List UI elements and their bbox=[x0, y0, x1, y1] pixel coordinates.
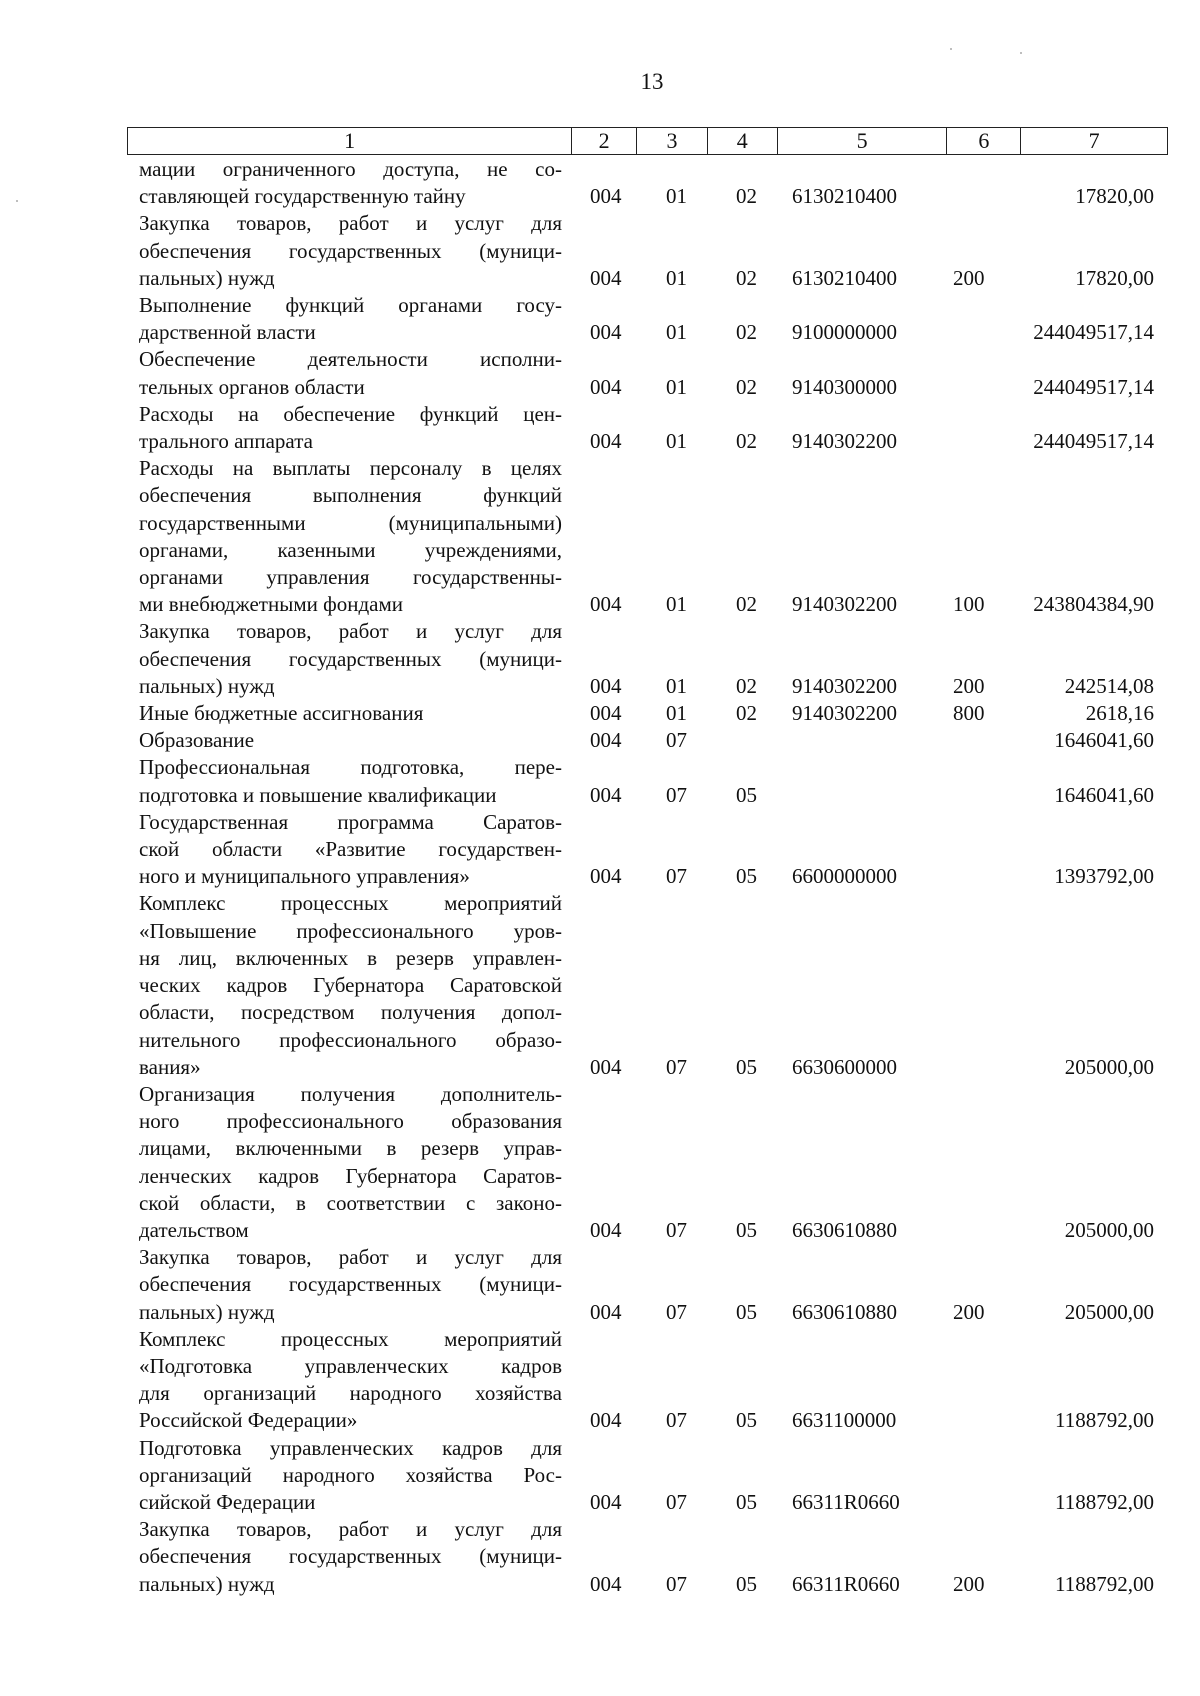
cell-c3: 01 bbox=[666, 429, 687, 454]
table-row bbox=[0, 401, 1200, 455]
cell-c5: 6130210400 bbox=[792, 184, 897, 209]
cell-c3: 01 bbox=[666, 374, 687, 399]
cell-c3: 01 bbox=[666, 673, 687, 698]
cell-c7: 1393792,00 bbox=[1054, 864, 1154, 889]
cell-c3: 01 bbox=[666, 265, 687, 290]
row-description bbox=[139, 1435, 562, 1517]
description-line: «Повышение профессионального уров- bbox=[139, 918, 562, 943]
description-line: дарственной власти bbox=[139, 320, 316, 345]
cell-c7: 205000,00 bbox=[1064, 1299, 1154, 1324]
description-line: органами, казенными учреждениями, bbox=[139, 537, 562, 562]
cell-c5: 6630610880 bbox=[792, 1217, 897, 1242]
table-row bbox=[0, 210, 1200, 292]
cell-c7: 243804384,90 bbox=[1033, 592, 1154, 617]
cell-c4: 05 bbox=[736, 1408, 757, 1433]
table-row bbox=[0, 1244, 1200, 1326]
page-number: 13 bbox=[640, 69, 664, 94]
cell-c2: 004 bbox=[590, 374, 622, 399]
description-line: Комплекс процессных мероприятий bbox=[139, 891, 562, 916]
cell-c4: 05 bbox=[736, 1571, 757, 1596]
header-col-2: 2 bbox=[572, 128, 637, 154]
description-line: тельных органов области bbox=[139, 374, 365, 399]
row-description bbox=[139, 156, 562, 210]
table-row bbox=[0, 727, 1200, 754]
scan-speck bbox=[16, 200, 18, 202]
cell-c5: 9140302200 bbox=[792, 701, 897, 726]
description-line: Подготовка управленческих кадров для bbox=[139, 1435, 562, 1460]
row-description bbox=[139, 890, 562, 1080]
row-description bbox=[139, 346, 562, 400]
description-line: дательством bbox=[139, 1217, 249, 1242]
cell-c7: 2618,16 bbox=[1085, 701, 1154, 726]
row-description bbox=[139, 1326, 562, 1435]
cell-c2: 004 bbox=[590, 429, 622, 454]
header-col-1: 1 bbox=[128, 128, 572, 154]
description-line: обеспечения государственных (муници- bbox=[139, 1272, 562, 1297]
description-line: Образование bbox=[139, 728, 255, 753]
description-line: Профессиональная подготовка, пере- bbox=[139, 755, 562, 780]
table-row bbox=[0, 292, 1200, 346]
description-line: Закупка товаров, работ и услуг для bbox=[139, 1517, 562, 1542]
cell-c3: 01 bbox=[666, 592, 687, 617]
description-line: подготовка и повышение квалификации bbox=[139, 782, 497, 807]
cell-c3: 07 bbox=[666, 1217, 687, 1242]
table-row bbox=[0, 618, 1200, 700]
cell-c2: 004 bbox=[590, 320, 622, 345]
cell-c5: 66311R0660 bbox=[792, 1571, 900, 1596]
description-line: ской области, в соответствии с законо- bbox=[139, 1190, 562, 1215]
cell-c2: 004 bbox=[590, 701, 622, 726]
description-line: «Подготовка управленческих кадров bbox=[139, 1353, 562, 1378]
table-header bbox=[127, 127, 1168, 155]
cell-c3: 07 bbox=[666, 782, 687, 807]
cell-c4: 02 bbox=[736, 184, 757, 209]
cell-c4: 02 bbox=[736, 265, 757, 290]
cell-c2: 004 bbox=[590, 673, 622, 698]
row-description bbox=[139, 618, 562, 700]
cell-c6: 200 bbox=[953, 265, 985, 290]
description-line: Иные бюджетные ассигнования bbox=[139, 701, 424, 726]
scan-speck bbox=[950, 48, 952, 50]
cell-c6: 800 bbox=[953, 701, 985, 726]
header-col-3: 3 bbox=[637, 128, 708, 154]
row-description bbox=[139, 292, 562, 346]
description-line: нительного профессионального образо- bbox=[139, 1027, 562, 1052]
row-description bbox=[139, 1081, 562, 1244]
description-line: ставляющей государственную тайну bbox=[139, 184, 466, 209]
cell-c2: 004 bbox=[590, 1571, 622, 1596]
description-line: Расходы на выплаты персоналу в целях bbox=[139, 456, 562, 481]
cell-c5: 9100000000 bbox=[792, 320, 897, 345]
cell-c7: 1646041,60 bbox=[1054, 728, 1154, 753]
description-line: обеспечения выполнения функций bbox=[139, 483, 562, 508]
cell-c6: 200 bbox=[953, 1299, 985, 1324]
cell-c7: 244049517,14 bbox=[1033, 320, 1154, 345]
row-description bbox=[139, 401, 562, 455]
description-line: Организация получения дополнитель- bbox=[139, 1081, 562, 1106]
description-line: ня лиц, включенных в резерв управлен- bbox=[139, 945, 562, 970]
description-line: сийской Федерации bbox=[139, 1489, 316, 1514]
scan-speck bbox=[1020, 52, 1022, 54]
cell-c7: 242514,08 bbox=[1064, 673, 1154, 698]
description-line: ческих кадров Губернатора Саратовской bbox=[139, 973, 562, 998]
description-line: пальных) нужд bbox=[139, 673, 275, 698]
cell-c3: 07 bbox=[666, 1571, 687, 1596]
table-body bbox=[0, 156, 1200, 1598]
table-row bbox=[0, 809, 1200, 891]
table-row bbox=[0, 1081, 1200, 1244]
row-description bbox=[139, 210, 562, 292]
table-row bbox=[0, 156, 1200, 210]
description-line: обеспечения государственных (муници- bbox=[139, 1544, 562, 1569]
cell-c2: 004 bbox=[590, 1299, 622, 1324]
description-line: для организаций народного хозяйства bbox=[139, 1381, 562, 1406]
cell-c2: 004 bbox=[590, 864, 622, 889]
cell-c5: 9140300000 bbox=[792, 374, 897, 399]
cell-c5: 66311R0660 bbox=[792, 1489, 900, 1514]
cell-c4: 05 bbox=[736, 1299, 757, 1324]
cell-c4: 02 bbox=[736, 320, 757, 345]
cell-c4: 05 bbox=[736, 782, 757, 807]
row-description bbox=[139, 809, 562, 891]
description-line: ленческих кадров Губернатора Саратов- bbox=[139, 1163, 562, 1188]
description-line: пальных) нужд bbox=[139, 1571, 275, 1596]
table-row bbox=[0, 700, 1200, 727]
description-line: трального аппарата bbox=[139, 429, 313, 454]
description-line: Расходы на обеспечение функций цен- bbox=[139, 401, 562, 426]
cell-c4: 02 bbox=[736, 701, 757, 726]
cell-c4: 05 bbox=[736, 864, 757, 889]
cell-c6: 200 bbox=[953, 673, 985, 698]
cell-c2: 004 bbox=[590, 265, 622, 290]
cell-c2: 004 bbox=[590, 592, 622, 617]
cell-c2: 004 bbox=[590, 1217, 622, 1242]
description-line: государственными (муниципальными) bbox=[139, 510, 562, 535]
cell-c4: 02 bbox=[736, 429, 757, 454]
description-line: Закупка товаров, работ и услуг для bbox=[139, 619, 562, 644]
cell-c7: 205000,00 bbox=[1064, 1217, 1154, 1242]
cell-c7: 1188792,00 bbox=[1055, 1489, 1154, 1514]
description-line: лицами, включенными в резерв управ- bbox=[139, 1136, 562, 1161]
row-description bbox=[139, 1244, 562, 1326]
cell-c3: 01 bbox=[666, 184, 687, 209]
cell-c4: 05 bbox=[736, 1217, 757, 1242]
description-line: Выполнение функций органами госу- bbox=[139, 293, 562, 318]
cell-c7: 17820,00 bbox=[1075, 184, 1154, 209]
description-line: организаций народного хозяйства Рос- bbox=[139, 1462, 562, 1487]
cell-c2: 004 bbox=[590, 1408, 622, 1433]
cell-c2: 004 bbox=[590, 728, 622, 753]
description-line: ного и муниципального управления» bbox=[139, 864, 470, 889]
cell-c3: 07 bbox=[666, 1054, 687, 1079]
description-line: мации ограниченного доступа, не со- bbox=[139, 157, 562, 181]
table-row bbox=[0, 1326, 1200, 1435]
row-description bbox=[139, 727, 562, 754]
cell-c5: 9140302200 bbox=[792, 673, 897, 698]
table-row bbox=[0, 1516, 1200, 1598]
table-row bbox=[0, 754, 1200, 808]
cell-c3: 07 bbox=[666, 728, 687, 753]
description-line: органами управления государственны- bbox=[139, 565, 562, 590]
table-row bbox=[0, 455, 1200, 618]
cell-c7: 205000,00 bbox=[1064, 1054, 1154, 1079]
header-col-5: 5 bbox=[778, 128, 948, 154]
cell-c4: 05 bbox=[736, 1054, 757, 1079]
description-line: ской области «Развитие государствен- bbox=[139, 837, 562, 862]
cell-c2: 004 bbox=[590, 782, 622, 807]
table-row bbox=[0, 1435, 1200, 1517]
description-line: Обеспечение деятельности исполни- bbox=[139, 347, 562, 372]
description-line: Российской Федерации» bbox=[139, 1408, 358, 1433]
row-description bbox=[139, 700, 562, 727]
row-description bbox=[139, 1516, 562, 1598]
row-description bbox=[139, 754, 562, 808]
cell-c2: 004 bbox=[590, 184, 622, 209]
cell-c5: 6630600000 bbox=[792, 1054, 897, 1079]
cell-c4: 02 bbox=[736, 592, 757, 617]
table-row bbox=[0, 346, 1200, 400]
cell-c2: 004 bbox=[590, 1489, 622, 1514]
cell-c5: 6630610880 bbox=[792, 1299, 897, 1324]
cell-c5: 9140302200 bbox=[792, 592, 897, 617]
cell-c7: 1188792,00 bbox=[1055, 1408, 1154, 1433]
description-line: Закупка товаров, работ и услуг для bbox=[139, 211, 562, 236]
description-line: Закупка товаров, работ и услуг для bbox=[139, 1245, 562, 1270]
cell-c7: 1646041,60 bbox=[1054, 782, 1154, 807]
cell-c5: 6631100000 bbox=[792, 1408, 897, 1433]
table-row bbox=[0, 890, 1200, 1080]
description-line: ми внебюджетными фондами bbox=[139, 592, 403, 617]
cell-c3: 07 bbox=[666, 1489, 687, 1514]
cell-c4: 02 bbox=[736, 374, 757, 399]
description-line: ного профессионального образования bbox=[139, 1109, 562, 1134]
cell-c7: 244049517,14 bbox=[1033, 374, 1154, 399]
cell-c7: 1188792,00 bbox=[1055, 1571, 1154, 1596]
cell-c5: 6600000000 bbox=[792, 864, 897, 889]
cell-c3: 01 bbox=[666, 701, 687, 726]
cell-c3: 01 bbox=[666, 320, 687, 345]
description-line: пальных) нужд bbox=[139, 265, 275, 290]
cell-c3: 07 bbox=[666, 864, 687, 889]
cell-c7: 244049517,14 bbox=[1033, 429, 1154, 454]
description-line: Государственная программа Саратов- bbox=[139, 809, 562, 834]
cell-c4: 02 bbox=[736, 673, 757, 698]
cell-c2: 004 bbox=[590, 1054, 622, 1079]
description-line: Комплекс процессных мероприятий bbox=[139, 1326, 562, 1351]
description-line: обеспечения государственных (муници- bbox=[139, 646, 562, 671]
cell-c5: 9140302200 bbox=[792, 429, 897, 454]
cell-c5: 6130210400 bbox=[792, 265, 897, 290]
header-col-4: 4 bbox=[708, 128, 778, 154]
header-col-7: 7 bbox=[1088, 128, 1100, 153]
cell-c4: 05 bbox=[736, 1489, 757, 1514]
cell-c3: 07 bbox=[666, 1299, 687, 1324]
row-description bbox=[139, 455, 562, 618]
description-line: обеспечения государственных (муници- bbox=[139, 238, 562, 263]
description-line: области, посредством получения допол- bbox=[139, 1000, 562, 1025]
cell-c3: 07 bbox=[666, 1408, 687, 1433]
description-line: пальных) нужд bbox=[139, 1299, 275, 1324]
header-col-6: 6 bbox=[947, 128, 1021, 154]
cell-c6: 200 bbox=[953, 1571, 985, 1596]
cell-c7: 17820,00 bbox=[1075, 265, 1154, 290]
description-line: вания» bbox=[139, 1054, 201, 1079]
cell-c6: 100 bbox=[953, 592, 985, 617]
